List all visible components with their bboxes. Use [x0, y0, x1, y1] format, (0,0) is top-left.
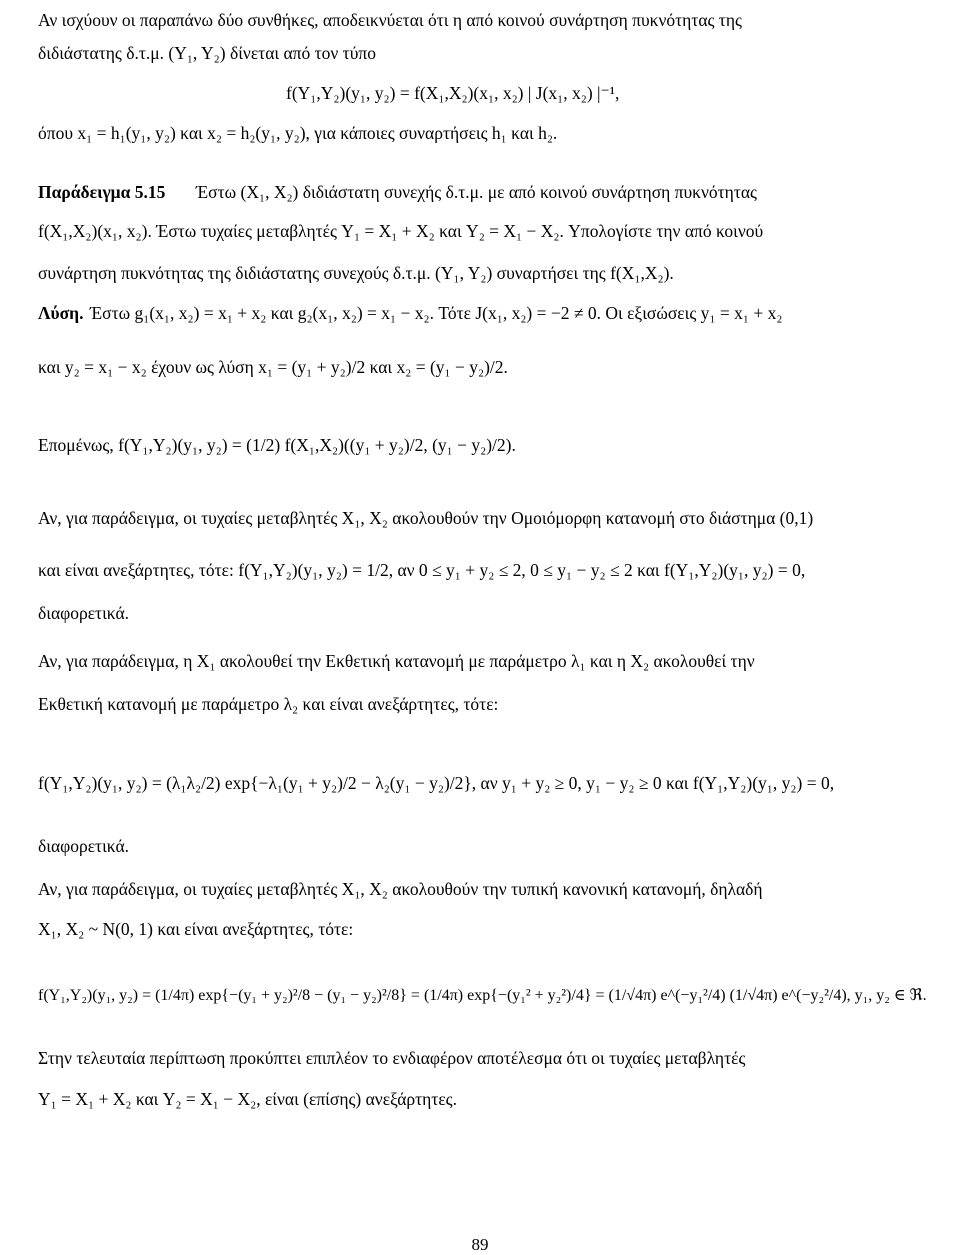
paragraph-line: f(X₁,X₂)(x₁, x₂). Έστω τυχαίες μεταβλητές Y₁ = X₁ + X₂ και Y₂ = X₁ − X₂. Υπολογίστε την από κοινού [38, 221, 764, 241]
paragraph-line: Στην τελευταία περίπτωση προκύπτει επιπλέον το ενδιαφέρον αποτέλεσμα ότι οι τυχαίες μεταβλητές [38, 1048, 746, 1068]
paragraph-line: Έστω g₁(x₁, x₂) = x₁ + x₂ και g₂(x₁, x₂) = x₁ − x₂. Τότε J(x₁, x₂) = −2 ≠ 0. Οι εξισώσεις y₁ = x₁ + x₂ [90, 303, 783, 323]
page-number: 89 [471, 1235, 489, 1254]
equation-line: f(Y₁,Y₂)(y₁, y₂) = (λ₁λ₂/2) exp{−λ₁(y₁ + y₂)/2 − λ₂(y₁ − y₂)/2}, αν y₁ + y₂ ≥ 0, y₁ − y₂ ≥ 0 και f(Y₁,Y₂)(y₁, y₂) = 0, [38, 773, 835, 793]
paragraph-line: Y₁ = X₁ + X₂ και Y₂ = X₁ − X₂, είναι (επίσης) ανεξάρτητες. [38, 1089, 457, 1109]
paragraph-line: Εκθετική κατανομή με παράμετρο λ₂ και είναι ανεξάρτητες, τότε: [38, 694, 499, 714]
example-heading: Παράδειγμα 5.15 [38, 182, 166, 202]
paragraph-line: Αν, για παράδειγμα, οι τυχαίες μεταβλητές X₁, X₂ ακολουθούν την Ομοιόμορφη κατανομή στο διάστημα (0,1) [38, 508, 814, 528]
paragraph-line: X₁, X₂ ~ N(0, 1) και είναι ανεξάρτητες, τότε: [38, 919, 354, 939]
paragraph-line: διαφορετικά. [38, 603, 130, 623]
paragraph-line: Αν ισχύουν οι παραπάνω δύο συνθήκες, αποδεικνύεται ότι η από κοινού συνάρτηση πυκνότητας της [38, 10, 742, 30]
equation-line: f(Y₁,Y₂)(y₁, y₂) = (1/4π) exp{−(y₁ + y₂)²/8 − (y₁ − y₂)²/8} = (1/4π) exp{−(y₁² + y₂²)/4} = (1/√4π) e^(−y₁²/4) (1/√4π) e^(−y₂²/4), y₁, y₂ ∈ ℜ. [38, 987, 927, 1004]
paragraph-line: διδιάστατης δ.τ.μ. (Y₁, Y₂) δίνεται από τον τύπο [38, 43, 376, 63]
paragraph-line: διαφορετικά. [38, 836, 130, 856]
paragraph-line: Έστω (X₁, X₂) διδιάστατη συνεχής δ.τ.μ. με από κοινού συνάρτηση πυκνότητας [196, 182, 757, 202]
paragraph-line: Αν, για παράδειγμα, οι τυχαίες μεταβλητές X₁, X₂ ακολουθούν την τυπική κανονική κατανομή, δηλαδή [38, 879, 763, 899]
paragraph-line: και είναι ανεξάρτητες, τότε: f(Y₁,Y₂)(y₁, y₂) = 1/2, αν 0 ≤ y₁ + y₂ ≤ 2, 0 ≤ y₁ − y₂ ≤ 2 και f(Y₁,Y₂)(y₁, y₂) = 0, [38, 560, 806, 580]
paragraph-line: όπου x₁ = h₁(y₁, y₂) και x₂ = h₂(y₁, y₂), για κάποιες συναρτήσεις h₁ και h₂. [38, 123, 558, 143]
paragraph-line: και y₂ = x₁ − x₂ έχουν ως λύση x₁ = (y₁ + y₂)/2 και x₂ = (y₁ − y₂)/2. [38, 357, 508, 377]
equation-jacobian: f(Y₁,Y₂)(y₁, y₂) = f(X₁,X₂)(x₁, x₂) | J(x₁, x₂) |⁻¹, [286, 83, 620, 103]
equation-line: Επομένως, f(Y₁,Y₂)(y₁, y₂) = (1/2) f(X₁,X₂)((y₁ + y₂)/2, (y₁ − y₂)/2). [38, 435, 516, 455]
solution-heading: Λύση. [38, 303, 84, 323]
paragraph-line: Αν, για παράδειγμα, η X₁ ακολουθεί την Εκθετική κατανομή με παράμετρο λ₁ και η X₂ ακολουθεί την [38, 651, 755, 671]
paragraph-line: συνάρτηση πυκνότητας της διδιάστατης συνεχούς δ.τ.μ. (Y₁, Y₂) συναρτήσει της f(X₁,X₂). [38, 263, 674, 283]
